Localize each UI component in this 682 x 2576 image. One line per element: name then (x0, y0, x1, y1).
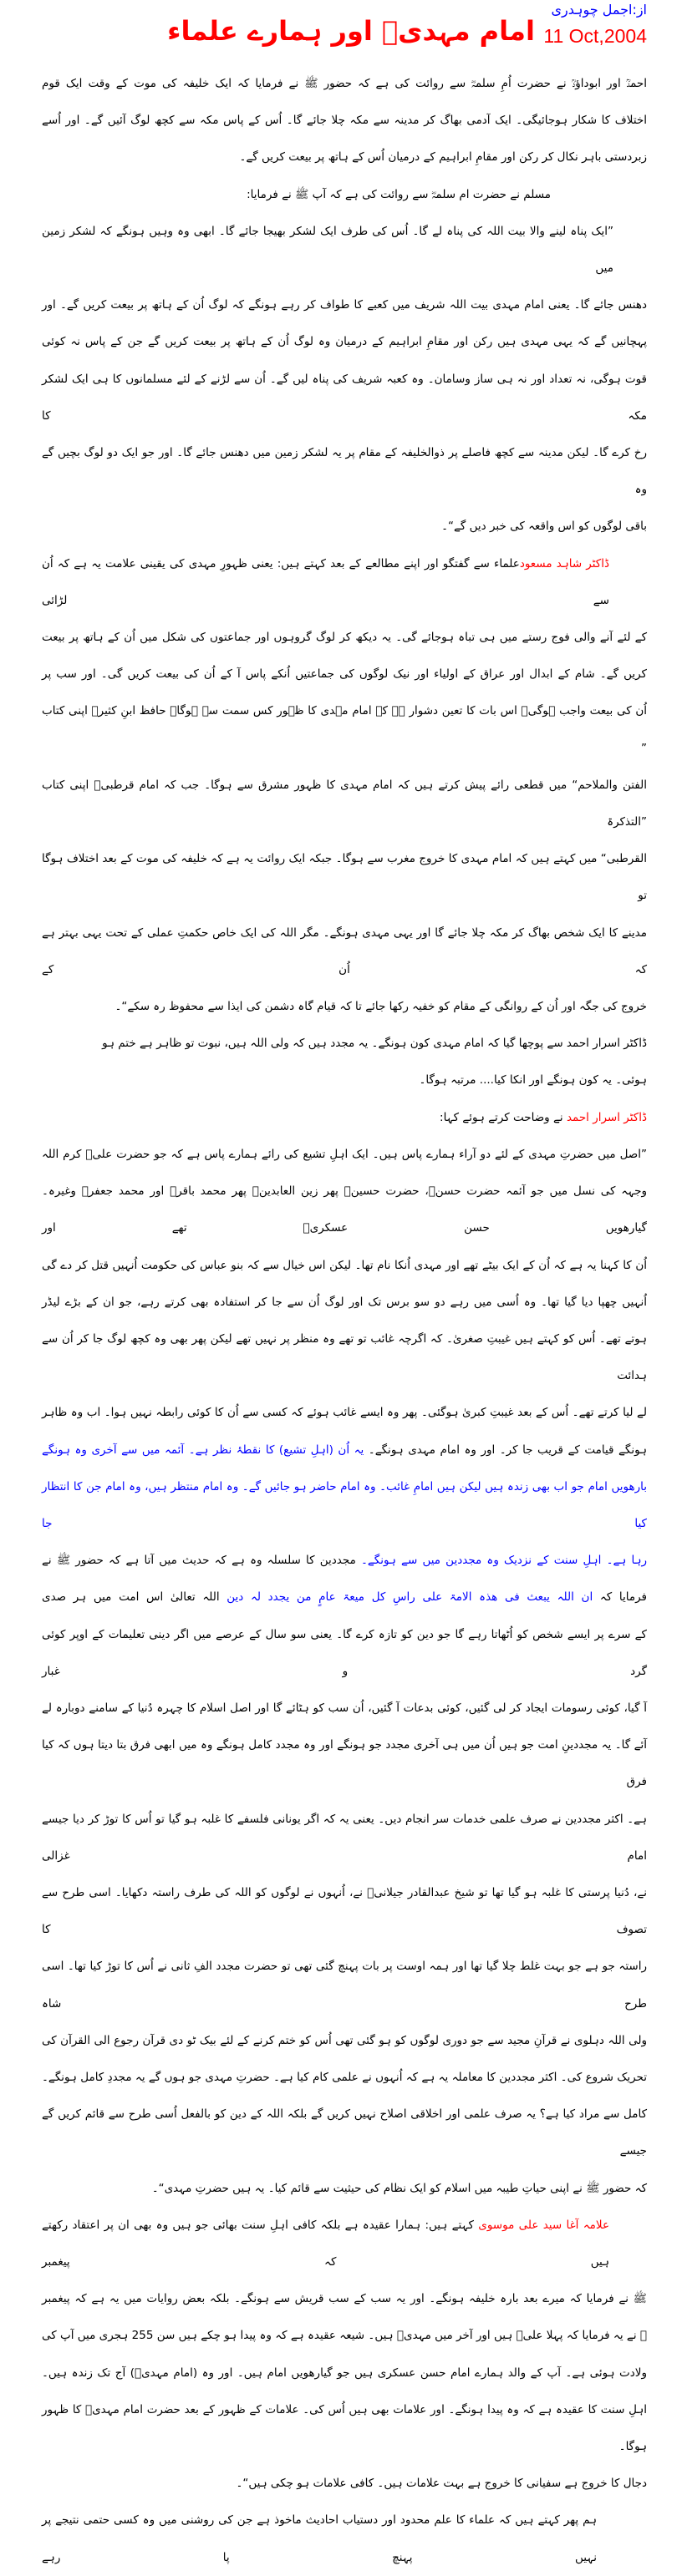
text-line (42, 692, 647, 766)
body-text: القرطبی“ میں کہتے ہیں کہ امام مہدی کا خروج مغرب سے ہوگا۔ جبکہ ایک روائت یہ ہے کہ خلیفہ کی موت کے بعد اختلاف ہوگا تو (42, 852, 647, 903)
paragraph-hadith-muslim-intro (42, 176, 647, 213)
body-text: باقی لوگوں کو اس واقعہ کی خبر دیں گے“۔ (441, 520, 647, 534)
highlighted-text: ان اللہ یبعث فی ھذہ الامۃ علی راسِ کل میعۃ عامٍ من یجدد لہ دین (226, 1590, 593, 1605)
paragraph-dr-israr-answer (42, 1136, 647, 2207)
body-text: لے لیا کرتے تھے۔ اُس کے بعد غیبتِ کبریٰ ہوگئی۔ پھر وہ ایسے غائب ہوئے کہ کسی سے اُن کا کوئی رابطہ نہیں ہوا۔ اب وہ ظاہر (42, 1406, 647, 1420)
body-text: اُن کا کہنا یہ ہے کہ اُن کے ایک بیٹے تھے اور مہدی اُنکا نام تھا۔ لیکن اس خیال سے کہ بنو عباس کی حکومت اُنہیں قتل کر دے گی (42, 1258, 647, 1272)
text-line (42, 2280, 647, 2317)
body-text: تحریک شروع کی۔ اکثر مجددین کا معاملہ یہ ہے کہ اُنہوں نے علمی کام کیا ہے۔ حضرتِ مہدی جو ہوں گے یہ مجددِ کامل ہونگے۔ (42, 2070, 647, 2084)
article-body (42, 65, 647, 2576)
text-line (42, 1136, 647, 1173)
text-line (42, 1874, 647, 1948)
highlighted-text: بارھویں امام جو اب بھی زندہ ہیں لیکن ہیں امامِ غائب۔ وہ امام حاضر ہو جائیں گے۔ وہ امام منتظر ہیں، وہ امام جن کا انتظار کیا جا (42, 1479, 647, 1530)
body-text: آئے گا۔ یہ مجددینِ امت جو ہیں اُن میں ہی آخری مجدد جو ہونگے اور وہ مجدد کامل ہونگے وہ میں ابھی فرق بتا دیتا ہوں کہ کیا فرق (42, 1738, 647, 1789)
text-line (42, 1690, 647, 1727)
body-text: وجہہ کی نسل میں جو آئمہ حضرت حسنؑ، حضرت حسینؑ پھر زین العابدینؑ پھر محمد باقرؑ اور محمد جعفرؑ وغیرہ۔ گیارھویں حسن عسکریؑ تھے اور (42, 1184, 647, 1235)
body-text: کریں گے۔ شام کے ابدال اور عراق کے اولیاء اور نیک لوگوں کی جماعتیں اُنکے پاس آ کے اُن کی بیعت کریں گی۔ اور سب پر (42, 667, 647, 682)
text-line (42, 1173, 647, 1246)
text-line (42, 361, 647, 434)
body-text: کہتے ہیں: ہمارا عقیدہ ہے بلکہ کافی اہلِ سنت بھائی جو ہیں وہ بھی ان پر اعتقاد رکھتے ہیں کہ پیغمبر (42, 2218, 609, 2269)
text-line (42, 545, 647, 619)
text-line (42, 1801, 647, 1874)
body-text: ہم پھر کہتے ہیں کہ علماء کا علم محدود اور دستیاب احادیث ماخوذ ہے جن کی روشنی میں وہ کسی حتمی نتیجے پر نہیں پہنچ پا رہے (42, 2513, 597, 2564)
text-line (42, 1284, 647, 1321)
text-line (42, 2317, 647, 2354)
highlighted-text: رہا ہے۔ اہلِ سنت کے نزدیک وہ مجددین میں سے ہونگے۔ (360, 1554, 648, 1568)
text-line (42, 2170, 647, 2207)
paragraph-allama-agha-syed-ali-moosavi (42, 2207, 647, 2502)
speaker-name: ڈاکٹر شاہد مسعود (519, 556, 610, 570)
text-line (42, 1542, 647, 1579)
text-line (42, 102, 647, 139)
text-line (42, 2502, 647, 2575)
body-text: علماء سے گفتگو اور اپنے مطالعے کے بعد کہتے ہیں: یعنی ظہورِ مہدی کی یقینی علامت یہ ہے کہ اُن سے لڑائی (42, 556, 609, 607)
text-line (42, 840, 647, 914)
paragraph-hadith-ahmad-abudawud (42, 65, 647, 176)
speaker-name: علامہ آغا سید علی موسوی (478, 2218, 609, 2232)
speaker-name: ڈاکٹر اسرار احمد (566, 1110, 647, 1124)
text-line (42, 213, 647, 287)
body-text: رخ کرے گا۔ لیکن مدینہ سے کچھ فاصلے پر ذوالخلیفہ کے مقام پر یہ لشکر زمین میں دھنس جائے گا۔ اور جو ایک دو لوگ بچیں گے وہ (42, 446, 647, 497)
paragraph-author-conclusion (42, 2502, 647, 2575)
body-text: کامل سے مراد کیا ہے؟ یہ صرف علمی اور اخلاقی اصلاح نہیں کریں گے بلکہ اللہ کے دین کو بالفعل اُسی طرح سے قائم کریں گے جیسے (42, 2107, 647, 2158)
text-line (42, 656, 647, 692)
body-text: آ گیا، کوئی رسومات ایجاد کر لی گئیں، کوئی بدعات آ گئیں، اُن سب کو ہٹائے گا اور اصل اسلام کا چہرہ دُنیا کے سامنے دوبارہ لے (42, 1701, 647, 1715)
body-text: ”ایک پناہ لینے والا بیت اللہ کی پناہ لے گا۔ اُس کی طرف ایک لشکر بھیجا جائے گا۔ ابھی وہ وہیں ہونگے کہ لشکر زمین میں (42, 224, 613, 276)
paragraph-hadith-muslim-quote (42, 213, 647, 545)
text-line (42, 2207, 647, 2280)
paragraph-dr-israr-heading (42, 1099, 647, 1136)
body-text: ”اصل میں حضرتِ مہدی کے لئے دو آراء ہمارے پاس ہیں۔ ایک اہلِ تشیع کی رائے ہمارے پاس ہے کہ جو حضرت علیؑ کرم اللہ (42, 1147, 647, 1161)
text-line (42, 1468, 647, 1542)
author-byline: از:اجمل چوہدری (551, 2, 647, 18)
body-text: ہونگے قیامت کے قریب جا کر۔ اور وہ امام مہدی ہونگے۔ (364, 1443, 647, 1457)
publish-date: 11 Oct,2004 (543, 25, 647, 47)
text-line (42, 1099, 647, 1136)
body-text: کے لئے آنے والی فوج رستے میں ہی تباہ ہوجائے گی۔ یہ دیکھ کر لوگ گروہوں اور جماعتوں کی شکل میں اُن کے ہاتھ پر بیعت (42, 631, 647, 645)
paragraph-dr-israr-question (42, 1025, 647, 1098)
body-text: نے وضاحت کرتے ہوئے کہا: (440, 1110, 567, 1124)
body-text: خروج کی جگہ اور اُن کے روانگی کے مقام کو خفیہ رکھا جائے تا کہ قیام گاہ دشمن کی ایذا سے محفوظ رہ سکے“۔ (115, 1000, 647, 1014)
body-text: دجال کا خروج ہے سفیانی کا خروج ہے بہت علامات ہیں۔ کافی علامات ہو چکی ہیں“۔ (236, 2477, 647, 2491)
article-title: امام مہدیؑ اور ہمارے علماء (167, 15, 535, 47)
text-line (42, 2391, 647, 2465)
text-line (42, 323, 647, 360)
body-text: مجددین کا سلسلہ وہ ہے کہ حدیث میں آتا ہے کہ حضور ﷺ نے (42, 1554, 361, 1568)
body-text: اہلِ سنت کا عقیدہ ہے کہ وہ پیدا ہونگے۔ اور علامات بھی ہیں اُس کی۔ علامات کے ظہور کے بعد حضرت امام مہدیؑ کا ظہور ہوگا۔ (42, 2402, 647, 2453)
text-line (42, 619, 647, 656)
body-text: احمدؒ اور ابوداؤدؒ نے حضرت اُمِ سلمہؓ سے روائت کی ہے کہ حضور ﷺ نے فرمایا کہ ایک خلیفہ کی موت کے وقت ایک قوم (42, 77, 647, 90)
body-text: ڈاکٹر اسرار احمد سے پوچھا گیا کہ امام مہدی کون ہونگے۔ یہ مجدد ہیں کہ ولی اللہ ہیں، نبوت تو ظاہر ہے ختم ہو (102, 1037, 647, 1051)
text-line (42, 287, 647, 323)
text-line (42, 1727, 647, 1800)
body-text: زبردستی باہر نکال کر رکن اور مقامِ ابراہیم کے درمیان اُس کے ہاتھ پر بیعت کریں گے۔ (239, 150, 647, 165)
body-text: کہ حضور ﷺ نے اپنی حیاتِ طیبہ میں اسلام کو ایک نظام کی حیثیت سے قائم کیا۔ یہ ہیں حضرتِ مہدی“۔ (151, 2181, 647, 2195)
highlighted-text: یہ اُن (اہلِ تشیع) کا نقطۂ نظر ہے۔ آئمہ میں سے آخری وہ ہونگے (42, 1443, 364, 1457)
body-text: نے، دُنیا پرستی کا غلبہ ہو گیا تھا تو شیخ عبدالقادر جیلانیؒ نے، اُنہوں نے لوگوں کو اللہ کی طرف راستہ دکھایا۔ اسی طرح سے تصوف کا (42, 1885, 647, 1937)
text-line (42, 1948, 647, 2021)
body-text: ﷺ نے فرمایا کہ میرے بعد بارہ خلیفہ ہونگے۔ اور یہ سب کے سب قریش سے ہونگے۔ بلکہ بعض روایات میں یہ ہے کہ پیغمبر (42, 2292, 647, 2306)
body-text: ولادت ہوئی ہے۔ آپ کے والد ہمارے امام حسن عسکری ہیں جو گیارھویں امام ہیں۔ اور وہ (امام مہدیؑ) آج تک زندہ ہیں۔ (42, 2366, 647, 2380)
text-line (42, 767, 647, 840)
body-text: اُن کی بیعت واجب ہوگی۔ اس بات کا تعین دشوار ہے کہ امام مہدی کا ظہور کس سمت سے ہوگا۔ حافظ ابنِ کثیرؒ اپنی کتاب ” (42, 704, 647, 755)
text-line (42, 1432, 647, 1468)
body-text: ہے۔ اکثر مجددین نے صرف علمی خدمات سر انجام دیں۔ یعنی یہ کہ اگر یونانی فلسفے کا غلبہ ہو گیا تو اُس کا توڑ کر دیا جیسے امام غزالی (42, 1812, 647, 1863)
body-text: قوت ہوگی، نہ تعداد اور نہ ہی ساز وسامان۔ وہ کعبہ شریف کی پناہ لیں گے۔ اُن سے لڑنے کے لئے مسلمانوں کا ہی ایک لشکر مکہ کا (42, 372, 647, 423)
body-text: ہوئی۔ یہ کون ہونگے اور انکا کیا.... مرتبہ ہوگا۔ (419, 1073, 647, 1088)
text-line (42, 2022, 647, 2059)
text-line (42, 1394, 647, 1431)
text-line (42, 176, 647, 213)
body-text: ولی اللہ دہلوی نے قرآنِ مجید سے جو دوری لوگوں کو ہو گئی تھی اُس کو ختم کرنے کے لئے بیک ٹو دی قرآن رجوع الی القرآن کی (42, 2033, 647, 2047)
text-line (42, 2355, 647, 2391)
paragraph-dr-shahid-masood (42, 545, 647, 1026)
body-text: ﷺ نے یہ فرمایا کہ پہلا علیؑ ہیں اور آخر میں مہدیؑ ہیں۔ شیعہ عقیدہ ہے کہ وہ پیدا ہو چکے ہیں سن 255 ہجری میں آپ کی (42, 2329, 647, 2343)
text-line (42, 2059, 647, 2096)
text-line (42, 65, 647, 102)
text-line (42, 434, 647, 508)
body-text: اللہ تعالیٰ اس امت میں ہر صدی (42, 1590, 227, 1605)
text-line (42, 1616, 647, 1690)
body-text: دھنس جائے گا۔ یعنی امام مہدی بیت اللہ شریف میں کعبے کا طواف کر رہے ہونگے کہ لوگ اُن کے ہاتھ پر بیعت کریں گے۔ اور (42, 298, 647, 312)
text-line (42, 1579, 647, 1615)
body-text: کے سرے پر ایسے شخص کو اُٹھاتا رہے گا جو دین کو تازہ کرے گا۔ یعنی سو سال کے عرصے میں اگر دینی تعلیمات کے اوپر کوئی گرد و غبار (42, 1627, 647, 1678)
body-text: مسلم نے حضرت ام سلمہؓ سے روائت کی ہے کہ آپ ﷺ نے فرمایا: (247, 187, 551, 201)
text-line (42, 2096, 647, 2169)
body-text: اُنہیں چھپا دیا گیا تھا۔ وہ اُسی میں رہے دو سو برس تک اور لوگ اُن سے جا کر استفادہ بھی کرتے رہے، جو ان کے بڑے لیڈر (42, 1295, 647, 1309)
text-line (42, 139, 647, 175)
body-text: پہچانیں گے کہ یہی مہدی ہیں رکن اور مقامِ ابراہیم کے درمیان وہ لوگ اُن کے ہاتھ پر بیعت کریں گے جن کے پاس نہ کوئی (42, 335, 647, 349)
text-line (42, 915, 647, 988)
text-line (42, 1025, 647, 1062)
text-line (42, 1062, 647, 1098)
body-text: فرمایا کہ (593, 1590, 648, 1605)
body-text: راستہ جو ہے جو بہت غلط چلا گیا تھا اور ہمہ اوست پر بات پہنچ گئی تھی تو حضرت مجدد الفِ ثانی نے اُس کا توڑ کیا تھا۔ اسی طرح شاہ (42, 1960, 647, 2011)
text-line (42, 508, 647, 545)
text-line (42, 1321, 647, 1394)
text-line (42, 2465, 647, 2502)
body-text: مدینے کا ایک شخص بھاگ کر مکہ چلا جائے گا اور یہی مہدی ہونگے۔ مگر اللہ کی ایک خاص حکمتِ عملی کے تحت یہی بہتر ہے کہ اُن کے (42, 925, 647, 976)
body-text: الفتن والملاحم“ میں قطعی رائے پیش کرتے ہیں کہ امام مہدی کا ظہور مشرق سے ہوگا۔ جب کہ امام قرطبیؒ اپنی کتاب ”التذکرۃ (42, 778, 647, 829)
text-line (42, 988, 647, 1025)
text-line (42, 1247, 647, 1284)
body-text: اختلاف کا شکار ہوجائیگی۔ ایک آدمی بھاگ کر مدینہ سے مکہ چلا جائے گا۔ اُس کے پاس مکہ سے کچھ لوگ آئیں گے۔ اور اُسے (42, 114, 647, 128)
body-text: ہوتے تھے۔ اُس کو کہتے ہیں غیبتِ صغریٰ۔ کہ اگرچہ غائب تو تھے وہ منظر پر نہیں تھے لیکن پھر بھی وہ کچھ لوگ جا کر اُن سے ہدائت (42, 1331, 647, 1383)
